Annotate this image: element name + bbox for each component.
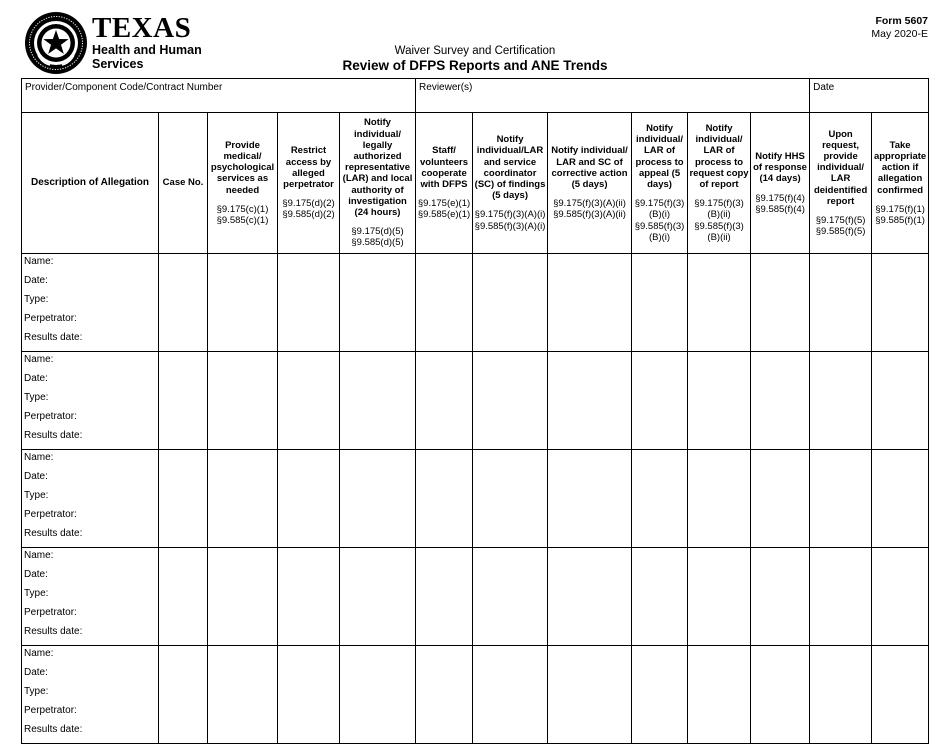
compliance-entry-cell[interactable] <box>751 646 810 744</box>
compliance-entry-cell[interactable] <box>688 646 751 744</box>
column-header <box>810 113 872 254</box>
case-number-cell[interactable] <box>159 646 208 744</box>
rule-reference: §9.585(f)(3)(A)(i) <box>474 220 546 232</box>
column-header <box>548 113 632 254</box>
compliance-entry-cell[interactable] <box>548 646 632 744</box>
compliance-entry-cell[interactable] <box>632 254 688 352</box>
rule-reference: §9.585(f)(3) (B)(i) <box>634 220 685 243</box>
column-title: Restrict access by alleged perpetrator <box>283 145 334 190</box>
compliance-entry-cell[interactable] <box>688 254 751 352</box>
allegation-description-cell[interactable] <box>22 548 159 646</box>
rule-reference: §9.585(d)(2) <box>282 209 335 221</box>
allegation-field-label: Results date: <box>24 430 83 441</box>
compliance-entry-cell[interactable] <box>548 548 632 646</box>
allegation-field-label: Results date: <box>24 528 83 539</box>
compliance-entry-cell[interactable] <box>340 646 416 744</box>
compliance-entry-cell[interactable] <box>751 254 810 352</box>
compliance-entry-cell[interactable] <box>632 548 688 646</box>
compliance-entry-cell[interactable] <box>810 450 872 548</box>
reviewers-field[interactable] <box>416 79 810 113</box>
allegation-field-label: Name: <box>24 550 54 561</box>
compliance-entry-cell[interactable] <box>751 450 810 548</box>
compliance-entry-cell[interactable] <box>473 254 548 352</box>
allegation-field-label: Results date: <box>24 724 83 735</box>
provider-code-field[interactable] <box>22 79 416 113</box>
compliance-entry-cell[interactable] <box>632 450 688 548</box>
allegation-field-label: Type: <box>24 294 49 305</box>
compliance-entry-cell[interactable] <box>872 548 929 646</box>
compliance-entry-cell[interactable] <box>473 548 548 646</box>
compliance-entry-cell[interactable] <box>810 646 872 744</box>
column-title: Case No. <box>162 177 204 189</box>
compliance-entry-cell[interactable] <box>416 254 473 352</box>
rule-reference: §9.585(f)(3)(A)(ii) <box>553 209 626 221</box>
column-title: Notify individual/ legally authorized representative (LAR) and local authority of investigation (24 hours) <box>342 117 413 218</box>
rule-reference: §9.175(f)(5) <box>815 215 866 226</box>
compliance-entry-cell[interactable] <box>208 646 278 744</box>
rule-reference: §9.175(d)(5) <box>351 226 404 238</box>
allegation-field-label: Perpetrator: <box>24 607 77 618</box>
rule-reference: §9.585(c)(1) <box>216 215 269 226</box>
column-rule-references <box>209 204 276 226</box>
allegation-row <box>22 352 929 450</box>
column-rule-references <box>549 198 630 220</box>
column-header <box>872 113 929 254</box>
compliance-entry-cell[interactable] <box>278 352 340 450</box>
column-header <box>473 113 548 254</box>
column-title: Provide medical/ psychological services as needed <box>210 139 275 196</box>
column-header <box>208 113 278 254</box>
rule-reference: §9.175(c)(1) <box>216 203 269 215</box>
column-rule-references <box>633 198 686 243</box>
allegation-field-label: Name: <box>24 256 54 267</box>
agency-line-2: Services <box>92 56 144 71</box>
allegation-field-label: Type: <box>24 490 49 501</box>
column-rule-references <box>417 198 471 220</box>
column-title: Notify individual/ LAR of process to appeal (5 days) <box>635 122 684 190</box>
compliance-entry-cell[interactable] <box>751 548 810 646</box>
compliance-entry-cell[interactable] <box>872 254 929 352</box>
form-identifier <box>871 15 928 41</box>
column-header <box>278 113 340 254</box>
compliance-entry-cell[interactable] <box>340 352 416 450</box>
allegation-field-label: Date: <box>24 373 48 384</box>
allegation-field-label: Type: <box>24 686 49 697</box>
rule-reference: §9.175(f)(1) <box>875 203 925 215</box>
rule-reference: §9.175(f)(3) (B)(i) <box>634 198 685 221</box>
compliance-entry-cell[interactable] <box>872 646 929 744</box>
compliance-entry-cell[interactable] <box>278 646 340 744</box>
column-header <box>751 113 810 254</box>
column-header-row <box>22 113 929 254</box>
info-row <box>22 79 929 113</box>
allegation-description-cell[interactable] <box>22 254 159 352</box>
compliance-entry-cell[interactable] <box>810 254 872 352</box>
rule-reference: §9.585(f)(4) <box>755 203 805 215</box>
allegation-field-label: Date: <box>24 275 48 286</box>
date-label: Date <box>813 82 835 93</box>
reviewers-label: Reviewer(s) <box>419 82 473 93</box>
date-field[interactable] <box>810 79 929 113</box>
compliance-entry-cell[interactable] <box>278 450 340 548</box>
form-titles <box>0 45 950 73</box>
form-date: May 2020-E <box>871 28 928 40</box>
agency-state-name: TEXAS <box>92 12 192 44</box>
column-title: Notify individual/ LAR of process to request copy of report <box>689 122 749 190</box>
compliance-entry-cell[interactable] <box>340 450 416 548</box>
allegation-row <box>22 646 929 744</box>
column-header <box>632 113 688 254</box>
column-title: Notify HHS of response (14 days) <box>753 150 807 185</box>
case-number-cell[interactable] <box>159 254 208 352</box>
form-number: Form 5607 <box>875 15 928 27</box>
form-subtitle: Waiver Survey and Certification <box>394 45 556 57</box>
compliance-entry-cell[interactable] <box>688 548 751 646</box>
rule-reference: §9.585(f)(1) <box>875 215 925 226</box>
allegation-row <box>22 548 929 646</box>
allegation-field-label: Results date: <box>24 332 83 343</box>
allegation-field-label: Perpetrator: <box>24 509 77 520</box>
column-title: Notify individual/ LAR and SC of corrective action (5 days) <box>551 145 628 190</box>
compliance-entry-cell[interactable] <box>688 450 751 548</box>
compliance-entry-cell[interactable] <box>473 646 548 744</box>
case-number-cell[interactable] <box>159 548 208 646</box>
rule-reference: §9.175(e)(1) <box>417 198 471 210</box>
allegation-field-label: Results date: <box>24 626 83 637</box>
allegation-field-label: Type: <box>24 392 49 403</box>
compliance-entry-cell[interactable] <box>548 352 632 450</box>
column-rule-references <box>752 193 808 215</box>
compliance-entry-cell[interactable] <box>278 254 340 352</box>
compliance-entry-cell[interactable] <box>632 646 688 744</box>
agency-line-1: Health and Human <box>92 43 202 57</box>
compliance-entry-cell[interactable] <box>473 450 548 548</box>
column-rule-references <box>873 204 927 226</box>
column-header <box>159 113 208 254</box>
compliance-entry-cell[interactable] <box>548 450 632 548</box>
compliance-entry-cell[interactable] <box>632 352 688 450</box>
case-number-cell[interactable] <box>159 352 208 450</box>
compliance-entry-cell[interactable] <box>278 548 340 646</box>
allegation-field-label: Perpetrator: <box>24 411 77 422</box>
allegation-description-cell[interactable] <box>22 646 159 744</box>
allegation-field-label: Name: <box>24 452 54 463</box>
allegation-field-label: Date: <box>24 471 48 482</box>
column-title: Staff/ volunteers cooperate with DFPS <box>420 145 469 190</box>
column-header <box>22 113 159 254</box>
allegation-description-cell[interactable] <box>22 352 159 450</box>
rule-reference: §9.175(f)(3)(A)(i) <box>474 209 546 221</box>
allegation-field-label: Perpetrator: <box>24 705 77 716</box>
rule-reference: §9.585(f)(5) <box>815 226 866 238</box>
compliance-entry-cell[interactable] <box>688 352 751 450</box>
rule-reference: §9.585(d)(5) <box>351 237 404 249</box>
compliance-entry-cell[interactable] <box>208 254 278 352</box>
allegation-row <box>22 254 929 352</box>
case-number-cell[interactable] <box>159 450 208 548</box>
allegation-field-label: Perpetrator: <box>24 313 77 324</box>
allegation-row <box>22 450 929 548</box>
compliance-entry-cell[interactable] <box>810 548 872 646</box>
rule-reference: §9.175(f)(3)(A)(ii) <box>553 198 626 210</box>
column-title: Take appropriate action if allegation confirmed <box>873 139 927 196</box>
review-table <box>21 78 929 744</box>
rule-reference: §9.585(f)(3) (B)(ii) <box>694 220 744 243</box>
allegation-field-label: Name: <box>24 648 54 659</box>
column-rule-references <box>474 209 546 231</box>
compliance-entry-cell[interactable] <box>872 352 929 450</box>
compliance-entry-cell[interactable] <box>208 548 278 646</box>
provider-code-label: Provider/Component Code/Contract Number <box>25 82 223 93</box>
compliance-entry-cell[interactable] <box>416 548 473 646</box>
column-title: Description of Allegation <box>31 177 149 189</box>
compliance-entry-cell[interactable] <box>340 548 416 646</box>
allegation-field-label: Type: <box>24 588 49 599</box>
column-rule-references <box>279 198 338 220</box>
compliance-entry-cell[interactable] <box>473 352 548 450</box>
column-header <box>416 113 473 254</box>
column-header <box>340 113 416 254</box>
column-rule-references <box>341 226 414 248</box>
column-title: Upon request, provide individual/ LAR deidentified report <box>813 128 868 207</box>
column-rule-references <box>811 215 870 237</box>
form-title: Review of DFPS Reports and ANE Trends <box>342 58 608 73</box>
compliance-entry-cell[interactable] <box>810 352 872 450</box>
column-title: Notify individual/LAR and service coordinator (SC) of findings (5 days) <box>474 134 546 202</box>
rule-reference: §9.175(f)(3) (B)(ii) <box>694 198 744 221</box>
compliance-entry-cell[interactable] <box>548 254 632 352</box>
column-rule-references <box>689 198 749 243</box>
rule-reference: §9.585(e)(1) <box>417 209 471 221</box>
rule-reference: §9.175(f)(4) <box>755 192 805 204</box>
compliance-entry-cell[interactable] <box>416 352 473 450</box>
compliance-entry-cell[interactable] <box>872 450 929 548</box>
compliance-entry-cell[interactable] <box>751 352 810 450</box>
compliance-entry-cell[interactable] <box>340 254 416 352</box>
compliance-entry-cell[interactable] <box>416 450 473 548</box>
allegation-field-label: Date: <box>24 569 48 580</box>
compliance-entry-cell[interactable] <box>416 646 473 744</box>
compliance-entry-cell[interactable] <box>208 352 278 450</box>
rule-reference: §9.175(d)(2) <box>282 198 335 210</box>
allegation-field-label: Date: <box>24 667 48 678</box>
compliance-entry-cell[interactable] <box>208 450 278 548</box>
column-header <box>688 113 751 254</box>
allegation-field-label: Name: <box>24 354 54 365</box>
allegation-description-cell[interactable] <box>22 450 159 548</box>
